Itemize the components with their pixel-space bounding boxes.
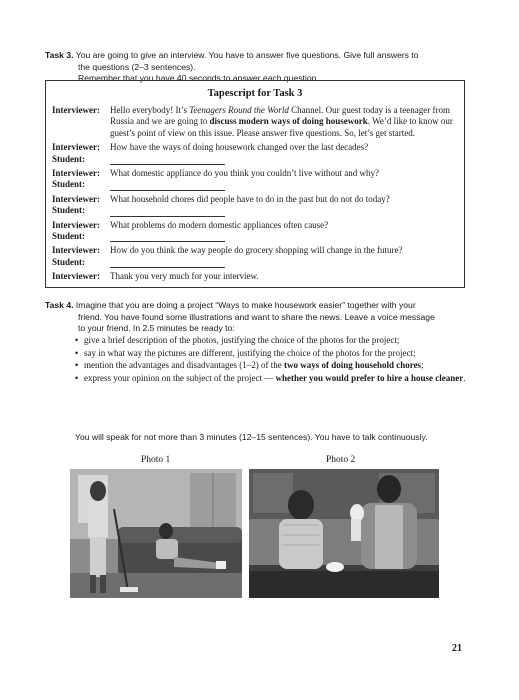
speaking-time-note: You will speak for not more than 3 minutes (12–15 sentences). You have to talk continuously. xyxy=(75,432,428,442)
task4-line2: friend. You have found some illustrations and want to share the news. Leave a voice message xyxy=(78,311,435,322)
task4-label: Task 4. xyxy=(45,300,74,310)
question-row xyxy=(52,194,458,205)
question-row xyxy=(52,220,458,231)
intro-part1: Hello everybody! It’s xyxy=(110,105,190,115)
task4-line3: to your friend. In 2.5 minutes be ready to: xyxy=(78,323,235,333)
bullet-post: ; xyxy=(421,360,424,371)
speaker-label: Interviewer: xyxy=(52,105,100,115)
intro-row xyxy=(52,105,458,139)
photo2-image xyxy=(249,469,439,598)
intro-part3: . We’d like to know our guest’s point of view on this issue. Please answer five questions. So, let’s get started. xyxy=(110,116,453,138)
question-row xyxy=(52,142,458,153)
answer-line xyxy=(110,232,225,242)
student-label: Student: xyxy=(52,179,86,190)
question-row xyxy=(52,245,458,256)
bullet-pre: express your opinion on the subject of the project — xyxy=(84,372,276,383)
question-text: What problems do modern domestic appliances often cause? xyxy=(110,219,329,230)
task4-bullet-list xyxy=(75,335,468,385)
bullet-text: say in what way the pictures are different, justifying the choice of the photos for the project; xyxy=(84,347,416,358)
intro-part2: Channel. Our guest today is a teenager from Russia and we are going to xyxy=(110,105,451,127)
bullet-text xyxy=(84,373,466,385)
photo2-caption: Photo 2 xyxy=(326,455,356,465)
list-item xyxy=(75,348,468,360)
question-text: How have the ways of doing housework changed over the last decades? xyxy=(110,142,369,153)
speaker-label: Interviewer: xyxy=(52,271,100,282)
task4-line1: Imagine that you are doing a project “Ways to make housework easier” together with your xyxy=(75,300,416,310)
task3-label: Task 3. xyxy=(45,50,74,60)
speaker-label: Interviewer: xyxy=(52,168,100,179)
photo1-caption: Photo 1 xyxy=(141,455,171,465)
page-number: 21 xyxy=(452,643,462,654)
bullet-icon: • xyxy=(75,360,79,371)
question-row xyxy=(52,168,458,179)
photo1-image xyxy=(70,469,242,598)
speaker-label: Interviewer: xyxy=(52,193,100,204)
intro-topic: discuss modern ways of doing housework xyxy=(209,116,368,127)
task3-line1: You are going to give an interview. You have to answer five questions. Give full answers to xyxy=(75,50,419,60)
list-item xyxy=(75,360,468,372)
list-item xyxy=(75,373,468,385)
intro-text xyxy=(110,105,458,139)
bullet-icon: • xyxy=(75,335,79,345)
bullet-icon: • xyxy=(75,347,79,358)
task4-instructions xyxy=(45,300,470,335)
outro-row xyxy=(52,271,458,282)
question-text: What household chores did people have to do in the past but do not do today? xyxy=(110,193,390,204)
tapescript-box xyxy=(45,80,465,288)
student-label: Student: xyxy=(52,256,86,267)
bullet-pre: mention the advantages and disadvantages (1–2) of the xyxy=(84,360,284,371)
student-row xyxy=(52,205,458,216)
bullet-text xyxy=(84,360,424,372)
question-text: How do you think the way people do grocery shopping will change in the future? xyxy=(110,245,403,256)
speaker-label: Interviewer: xyxy=(52,245,100,256)
show-name: Teenagers Round the World xyxy=(189,105,289,115)
answer-line xyxy=(110,258,225,268)
bullet-post: . xyxy=(463,372,466,383)
student-row xyxy=(52,231,458,242)
student-label: Student: xyxy=(52,205,86,216)
student-label: Student: xyxy=(52,231,86,242)
outro-text: Thank you very much for your interview. xyxy=(110,271,259,282)
bullet-bold: two ways of doing household chores xyxy=(283,360,422,371)
student-label: Student: xyxy=(52,153,86,164)
list-item xyxy=(75,335,468,347)
answer-line xyxy=(110,207,225,217)
bullet-text: give a brief description of the photos, justifying the choice of the photos for the project; xyxy=(84,335,400,345)
bullet-bold: whether you would prefer to hire a house cleaner xyxy=(275,372,464,383)
answer-line xyxy=(110,155,225,165)
student-row xyxy=(52,257,458,268)
student-row xyxy=(52,154,458,165)
question-text: What domestic appliance do you think you couldn’t live without and why? xyxy=(110,168,380,179)
speaker-label: Interviewer: xyxy=(52,142,100,153)
task3-line2: the questions (2–3 sentences). xyxy=(78,61,196,72)
student-row xyxy=(52,179,458,190)
bullet-icon: • xyxy=(75,372,79,383)
tapescript-title: Tapescript for Task 3 xyxy=(207,88,303,99)
speaker-label: Interviewer: xyxy=(52,219,100,230)
answer-line xyxy=(110,181,225,191)
task3-line3: Remember that you have 40 seconds to answer each question. xyxy=(78,73,319,83)
